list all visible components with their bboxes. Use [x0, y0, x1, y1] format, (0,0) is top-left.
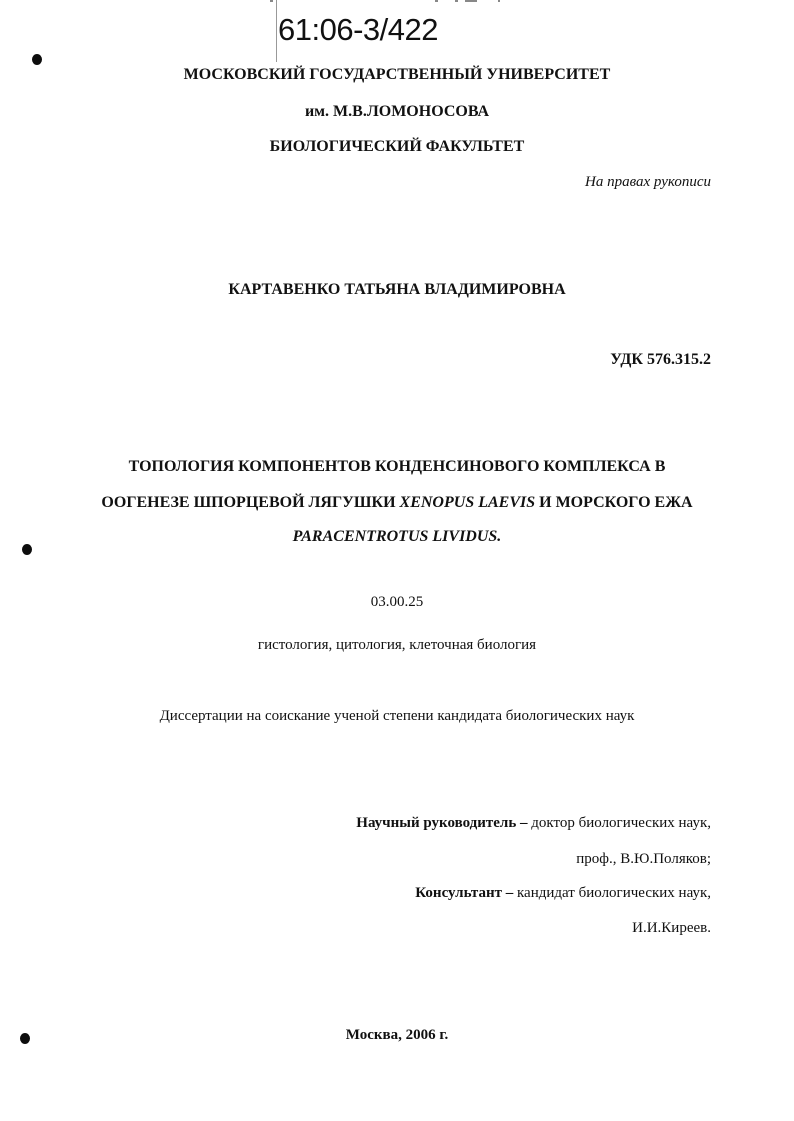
- specialty-code: 03.00.25: [370, 594, 424, 610]
- specialty-name: гистология, цитология, клеточная биология: [257, 637, 537, 653]
- punch-hole-mark: [32, 54, 42, 65]
- title-line-2: [0, 494, 794, 512]
- manuscript-note: На правах рукописи: [585, 174, 711, 190]
- title-line-2-suffix: И МОРСКОГО ЕЖА: [535, 494, 693, 511]
- supervisor-line: [356, 815, 711, 832]
- species-paracentrotus: PARACENTROTUS LIVIDUS.: [292, 528, 502, 545]
- title-line-2-prefix: ООГЕНЕЗЕ ШПОРЦЕВОЙ ЛЯГУШКИ: [101, 494, 400, 511]
- supervisor-name: проф., В.Ю.Поляков;: [576, 851, 711, 867]
- faculty-name: БИОЛОГИЧЕСКИЙ ФАКУЛЬТЕТ: [269, 138, 525, 155]
- scan-specks: [250, 0, 550, 6]
- university-named-after: им. М.В.ЛОМОНОСОВА: [304, 103, 490, 120]
- consultant-label: Консультант: [415, 885, 502, 901]
- supervisor-dash: –: [516, 815, 532, 831]
- consultant-name: И.И.Киреев.: [632, 920, 711, 936]
- title-line-1: ТОПОЛОГИЯ КОМПОНЕНТОВ КОНДЕНСИНОВОГО КОМПЛЕКСА В: [128, 458, 666, 475]
- udc-code: УДК 576.315.2: [610, 351, 711, 368]
- author-name: КАРТАВЕНКО ТАТЬЯНА ВЛАДИМИРОВНА: [228, 281, 566, 298]
- consultant-dash: –: [502, 885, 517, 901]
- consultant-rank: кандидат биологических наук,: [517, 885, 711, 901]
- supervisor-label: Научный руководитель: [356, 815, 517, 831]
- supervisor-rank: доктор биологических наук,: [531, 815, 711, 831]
- stamp-margin-line: [276, 0, 277, 62]
- archive-stamp: 61:06-3/422: [278, 12, 438, 47]
- place-and-year: Москва, 2006 г.: [345, 1027, 449, 1043]
- species-xenopus: XENOPUS LAEVIS: [399, 494, 536, 511]
- degree-statement: Диссертации на соискание ученой степени кандидата биологических наук: [159, 708, 635, 724]
- university-name: МОСКОВСКИЙ ГОСУДАРСТВЕННЫЙ УНИВЕРСИТЕТ: [183, 66, 611, 83]
- consultant-line: [415, 885, 711, 902]
